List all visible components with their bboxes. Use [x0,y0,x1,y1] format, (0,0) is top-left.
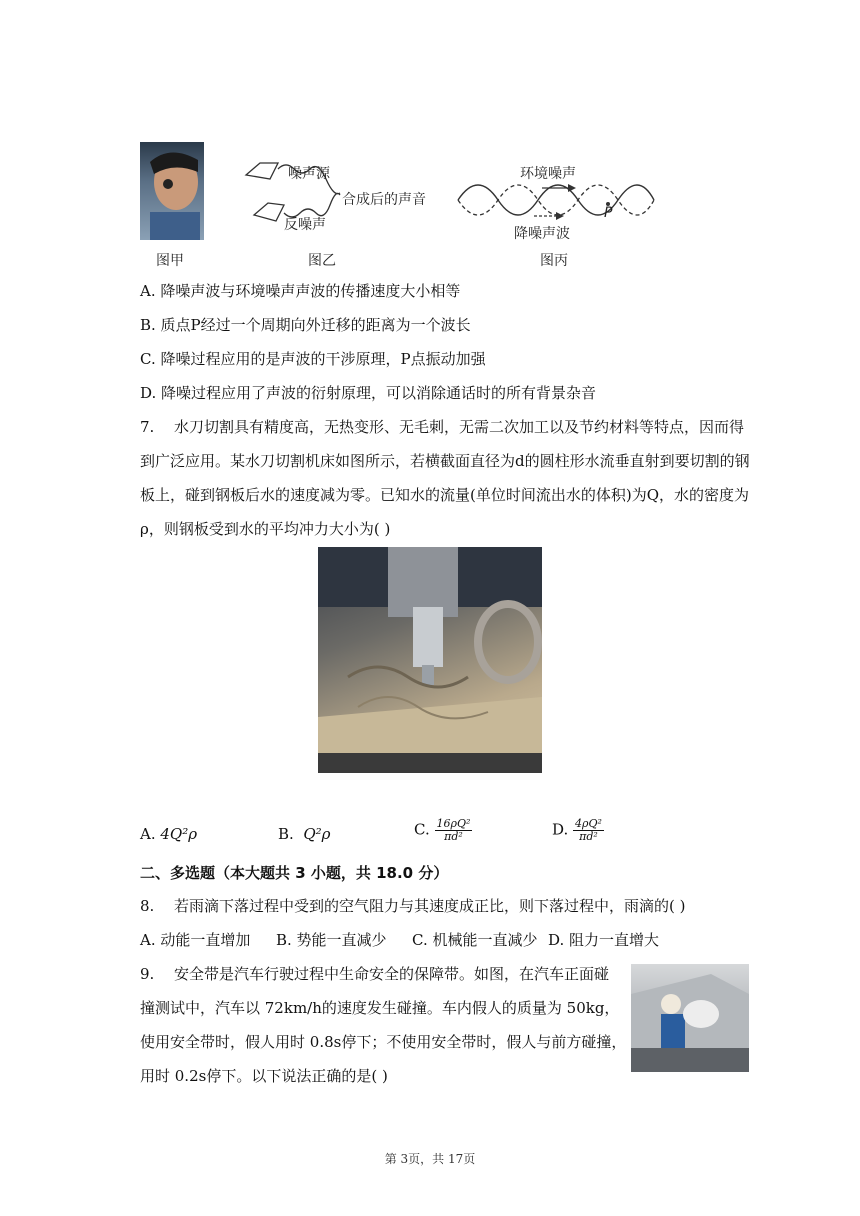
figure-a-label: 图甲 [156,253,184,269]
q9-line-2: 撞测试中，汽车以 72km/h的速度发生碰撞。车内假人的质量为 50kg， [140,999,620,1017]
figure-c-label: 图丙 [540,253,568,269]
q7-option-d-fraction: $\frac{\text{4ρQ²}}{\text{πd²}}$ [575,817,602,843]
q9-number: 9. [140,965,155,983]
q6-option-c: C. 降噪过程应用的是声波的干涉原理，P点振动加强 [140,350,486,368]
q6-option-d: D. 降噪过程应用了声波的衍射原理，可以消除通话时的所有背景杂音 [140,384,597,402]
q7-option-a: A. 4Q²ρ [140,825,198,843]
q8-option-c: C. 机械能一直减少 [412,931,538,949]
crash-test-photo [631,964,749,1072]
q9-line-1 [140,964,609,984]
waterjet-photo [318,547,542,773]
q9-line-3: 使用安全带时，假人用时 0.8s停下；不使用安全带时，假人与前方碰撞， [140,1033,627,1051]
figure-b-anti-noise: 反噪声 [284,217,326,233]
q7-text-1: 水刀切割具有精度高，无热变形、无毛刺，无需二次加工以及节约材料等特点，因而得 [174,418,745,436]
figure-c-reduce-wave: 降噪声波 [514,226,570,242]
q6-option-a: A. 降噪声波与环境噪声声波的传播速度大小相等 [140,282,461,300]
q9-line-4: 用时 0.2s停下。以下说法正确的是( ) [140,1067,388,1085]
q7-line-3: 板上，碰到钢板后水的速度减为零。已知水的流量(单位时间流出水的体积)为Q，水的密度为 [140,486,750,504]
figure-c-env-noise: 环境噪声 [520,166,576,182]
figure-a-photo [140,142,204,240]
section-2-heading: 二、多选题（本大题共 3 小题，共 18.0 分） [140,864,449,882]
q8-stem [140,896,685,916]
q7-option-c-fraction: $\frac{\text{16ρQ²}}{\text{πd²}}$ [436,817,471,843]
q7-option-b: B. Q²ρ [278,825,331,843]
q7-line-1 [140,417,744,437]
q8-option-a: A. 动能一直增加 [140,931,251,949]
q7-line-2: 到广泛应用。某水刀切割机床如图所示，若横截面直径为d的圆柱形水流垂直射到要切割的钢 [140,452,750,470]
q7-option-d: D. $\frac{\text{4ρQ²}}{\text{πd²}}$ [552,817,602,843]
q8-text: 若雨滴下落过程中受到的空气阻力与其速度成正比，则下落过程中，雨滴的( ) [174,897,686,915]
figure-b-label: 图乙 [308,253,336,269]
q9-text-1: 安全带是汽车行驶过程中生命安全的保障带。如图，在汽车正面碰 [174,965,610,983]
q7-option-c: C. $\frac{\text{16ρQ²}}{\text{πd²}}$ [414,817,471,843]
q8-number: 8. [140,897,155,915]
figure-b-combined: 合成后的声音 [342,192,426,208]
q7-line-4: ρ，则钢板受到水的平均冲力大小为( ) [140,520,391,538]
q8-option-b: B. 势能一直减少 [276,931,387,949]
q8-option-d: D. 阻力一直增大 [548,931,660,949]
figure-c-point-p: P [604,205,613,221]
page-footer: 第 3页，共 17页 [384,1152,476,1166]
q7-number: 7. [140,418,155,436]
figure-b-noise-source: 噪声源 [288,166,330,182]
q6-option-b: B. 质点P经过一个周期向外迁移的距离为一个波长 [140,316,471,334]
